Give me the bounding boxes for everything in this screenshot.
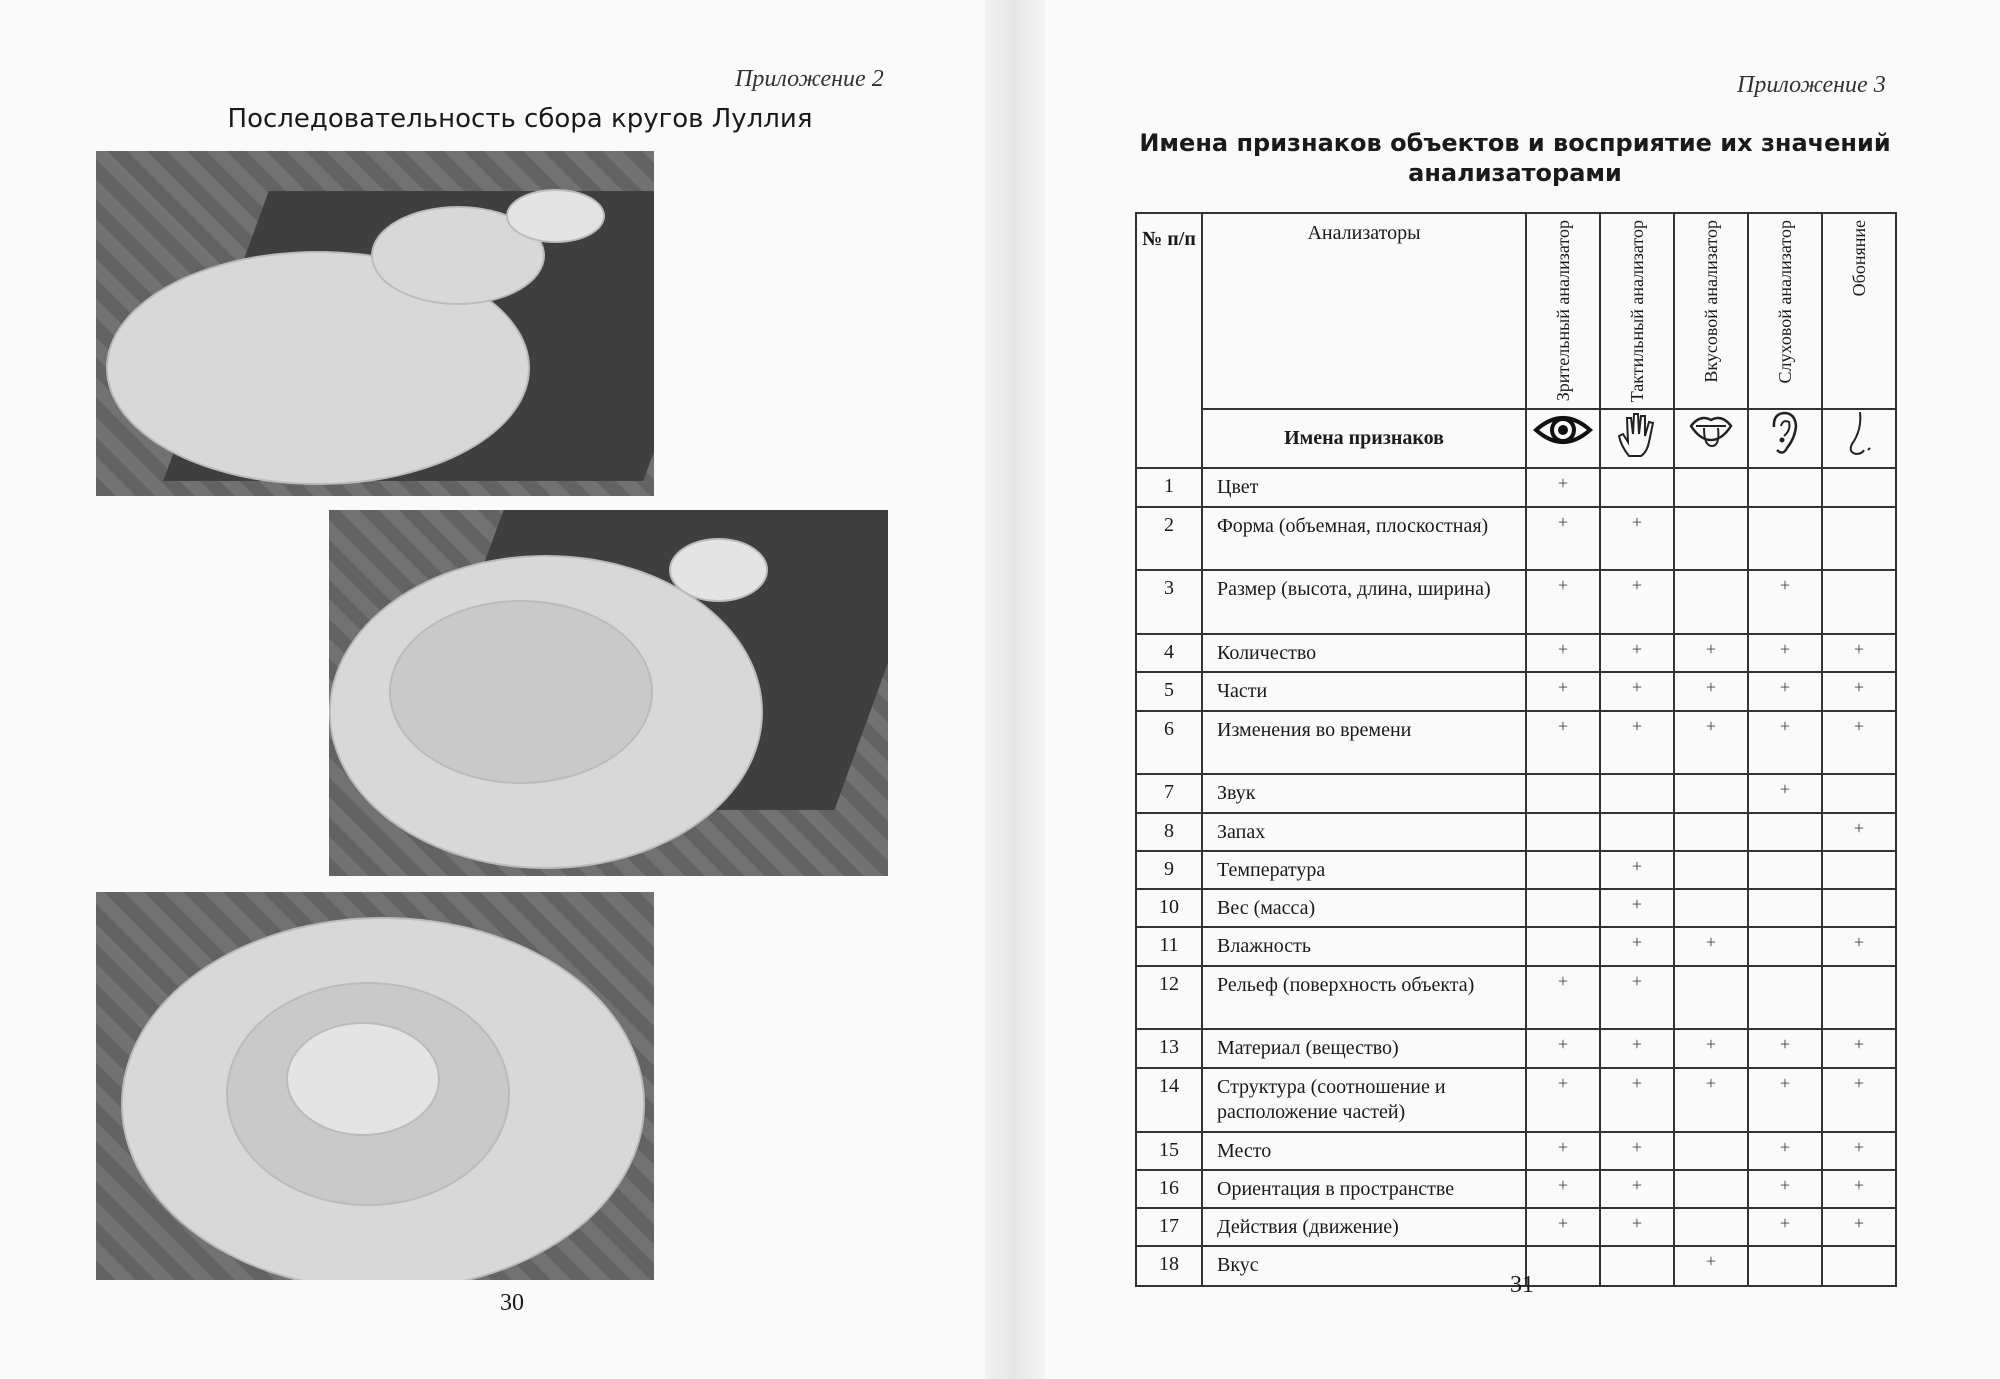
mark-cell: + (1526, 1068, 1600, 1132)
mark-cell: + (1748, 774, 1822, 813)
row-number: 16 (1136, 1170, 1202, 1208)
mark-cell (1748, 507, 1822, 570)
mark-cell (1674, 1170, 1748, 1208)
appendix-label-left: Приложение 2 (735, 66, 884, 92)
mark-cell: + (1674, 634, 1748, 672)
row-number: 9 (1136, 851, 1202, 889)
mark-cell: + (1748, 672, 1822, 711)
feature-name: Материал (вещество) (1202, 1029, 1526, 1068)
mark-cell (1674, 889, 1748, 927)
mark-cell: + (1674, 711, 1748, 774)
analyzer-header: Зрительный анализатор (1526, 213, 1600, 409)
feature-name: Место (1202, 1132, 1526, 1170)
analyzer-header: Вкусовой анализатор (1674, 213, 1748, 409)
mark-cell (1674, 468, 1748, 507)
mark-cell: + (1600, 966, 1674, 1029)
mark-cell (1822, 468, 1896, 507)
row-number: 11 (1136, 927, 1202, 966)
mark-cell: + (1822, 634, 1896, 672)
row-number: 4 (1136, 634, 1202, 672)
mark-cell: + (1822, 1029, 1896, 1068)
mark-cell: + (1674, 672, 1748, 711)
mark-cell: + (1822, 672, 1896, 711)
table-row (1136, 889, 1896, 927)
mark-cell (1526, 889, 1600, 927)
title-line-1: Имена признаков объектов и восприятие их значений (1139, 129, 1891, 157)
row-number: 13 (1136, 1029, 1202, 1068)
mark-cell (1526, 774, 1600, 813)
mark-cell: + (1674, 1029, 1748, 1068)
feature-name: Структура (соотношение и расположение частей) (1202, 1068, 1526, 1132)
mark-cell (1600, 1246, 1674, 1286)
mark-cell (1822, 889, 1896, 927)
mark-cell: + (1600, 634, 1674, 672)
row-number: 6 (1136, 711, 1202, 774)
page-number-right: 31 (1510, 1272, 1534, 1298)
title-line-2: анализаторами (1408, 159, 1622, 187)
feature-name: Рельеф (поверхность объекта) (1202, 966, 1526, 1029)
mark-cell: + (1600, 507, 1674, 570)
page-number-left: 30 (500, 1290, 524, 1316)
mark-cell (1674, 570, 1748, 634)
row-number: 12 (1136, 966, 1202, 1029)
photo-step-2 (329, 510, 888, 876)
row-number: 8 (1136, 813, 1202, 851)
mark-cell: + (1748, 1208, 1822, 1246)
mark-cell: + (1822, 1132, 1896, 1170)
mark-cell (1674, 851, 1748, 889)
mark-cell: + (1526, 507, 1600, 570)
feature-name: Размер (высота, длина, ширина) (1202, 570, 1526, 634)
row-number: 10 (1136, 889, 1202, 927)
mark-cell: + (1822, 813, 1896, 851)
mark-cell: + (1600, 711, 1674, 774)
table-row (1136, 813, 1896, 851)
feature-name: Форма (объемная, плоскостная) (1202, 507, 1526, 570)
mark-cell: + (1822, 1170, 1896, 1208)
analyzer-header: Слуховой анализатор (1748, 213, 1822, 409)
mark-cell (1674, 774, 1748, 813)
mark-cell: + (1674, 1246, 1748, 1286)
row-number: 5 (1136, 672, 1202, 711)
mark-cell (1822, 507, 1896, 570)
mark-cell: + (1822, 1068, 1896, 1132)
analyzers-table (1135, 212, 1897, 1287)
row-number: 14 (1136, 1068, 1202, 1132)
mark-cell: + (1748, 1132, 1822, 1170)
mark-cell: + (1600, 1208, 1674, 1246)
feature-name: Ориентация в пространстве (1202, 1170, 1526, 1208)
mark-cell: + (1526, 1132, 1600, 1170)
mark-cell: + (1526, 672, 1600, 711)
mark-cell (1748, 966, 1822, 1029)
table-row (1136, 468, 1896, 507)
feature-name: Количество (1202, 634, 1526, 672)
ear-icon (1748, 409, 1822, 468)
mark-cell (1526, 851, 1600, 889)
row-number: 18 (1136, 1246, 1202, 1286)
table-row (1136, 672, 1896, 711)
book-gutter (985, 0, 1045, 1379)
table-row (1136, 927, 1896, 966)
mark-cell (1526, 813, 1600, 851)
col-num-header: № п/п (1136, 213, 1202, 468)
mark-cell (1748, 889, 1822, 927)
mark-cell: + (1526, 1170, 1600, 1208)
mark-cell (1600, 468, 1674, 507)
mark-cell (1748, 851, 1822, 889)
mark-cell: + (1600, 1132, 1674, 1170)
mark-cell: + (1526, 1208, 1600, 1246)
mark-cell: + (1674, 927, 1748, 966)
table-row (1136, 1170, 1896, 1208)
page-title-left: Последовательность сбора кругов Луллия (227, 104, 813, 134)
mark-cell: + (1674, 1068, 1748, 1132)
row-number: 1 (1136, 468, 1202, 507)
mark-cell: + (1600, 927, 1674, 966)
mark-cell: + (1600, 1170, 1674, 1208)
mark-cell (1674, 1132, 1748, 1170)
appendix-label-right: Приложение 3 (1737, 72, 1886, 98)
feature-name: Вес (масса) (1202, 889, 1526, 927)
row-number: 2 (1136, 507, 1202, 570)
table-row (1136, 966, 1896, 1029)
analyzer-header: Обоняние (1822, 213, 1896, 409)
feature-name: Вкус (1202, 1246, 1526, 1286)
mark-cell: + (1600, 672, 1674, 711)
table-row (1136, 1029, 1896, 1068)
mark-cell: + (1600, 851, 1674, 889)
feature-name: Звук (1202, 774, 1526, 813)
eye-icon (1526, 409, 1600, 468)
mark-cell: + (1822, 927, 1896, 966)
mark-cell: + (1526, 1029, 1600, 1068)
row-number: 17 (1136, 1208, 1202, 1246)
table-row (1136, 851, 1896, 889)
mark-cell: + (1526, 634, 1600, 672)
mark-cell (1674, 813, 1748, 851)
table-row (1136, 1068, 1896, 1132)
mark-cell: + (1822, 1208, 1896, 1246)
table-row (1136, 1208, 1896, 1246)
analyzer-header: Тактильный анализатор (1600, 213, 1674, 409)
hand-icon (1600, 409, 1674, 468)
mark-cell: + (1526, 468, 1600, 507)
table-row (1136, 570, 1896, 634)
mark-cell (1674, 507, 1748, 570)
mark-cell (1674, 1208, 1748, 1246)
table-row (1136, 774, 1896, 813)
mark-cell: + (1526, 570, 1600, 634)
table-row (1136, 1132, 1896, 1170)
mark-cell: + (1748, 1068, 1822, 1132)
feature-name: Части (1202, 672, 1526, 711)
mark-cell (1600, 774, 1674, 813)
mark-cell: + (1600, 889, 1674, 927)
mark-cell (1822, 570, 1896, 634)
mark-cell: + (1748, 711, 1822, 774)
mark-cell: + (1748, 1029, 1822, 1068)
photo-step-1 (96, 151, 654, 496)
mark-cell (1748, 1246, 1822, 1286)
mark-cell (1748, 927, 1822, 966)
mark-cell (1600, 813, 1674, 851)
page-title-right (1130, 128, 1900, 188)
mark-cell (1822, 851, 1896, 889)
mark-cell: + (1748, 570, 1822, 634)
table-row (1136, 634, 1896, 672)
mark-cell: + (1600, 1029, 1674, 1068)
mark-cell: + (1600, 1068, 1674, 1132)
mark-cell: + (1526, 966, 1600, 1029)
mark-cell (1822, 966, 1896, 1029)
row-number: 15 (1136, 1132, 1202, 1170)
col-analyzers-header: Анализаторы (1202, 213, 1526, 409)
col-names-header: Имена признаков (1202, 409, 1526, 468)
feature-name: Действия (движение) (1202, 1208, 1526, 1246)
table-row (1136, 711, 1896, 774)
mark-cell (1526, 1246, 1600, 1286)
mark-cell (1674, 966, 1748, 1029)
nose-icon (1822, 409, 1896, 468)
mark-cell: + (1748, 634, 1822, 672)
mark-cell (1748, 468, 1822, 507)
mouth-icon (1674, 409, 1748, 468)
mark-cell (1526, 927, 1600, 966)
mark-cell (1822, 1246, 1896, 1286)
row-number: 7 (1136, 774, 1202, 813)
table-row (1136, 507, 1896, 570)
mark-cell: + (1600, 570, 1674, 634)
feature-name: Влажность (1202, 927, 1526, 966)
mark-cell (1748, 813, 1822, 851)
feature-name: Температура (1202, 851, 1526, 889)
feature-name: Запах (1202, 813, 1526, 851)
mark-cell (1822, 774, 1896, 813)
photo-step-3 (96, 892, 654, 1280)
feature-name: Цвет (1202, 468, 1526, 507)
row-number: 3 (1136, 570, 1202, 634)
feature-name: Изменения во времени (1202, 711, 1526, 774)
mark-cell: + (1526, 711, 1600, 774)
mark-cell: + (1748, 1170, 1822, 1208)
mark-cell: + (1822, 711, 1896, 774)
